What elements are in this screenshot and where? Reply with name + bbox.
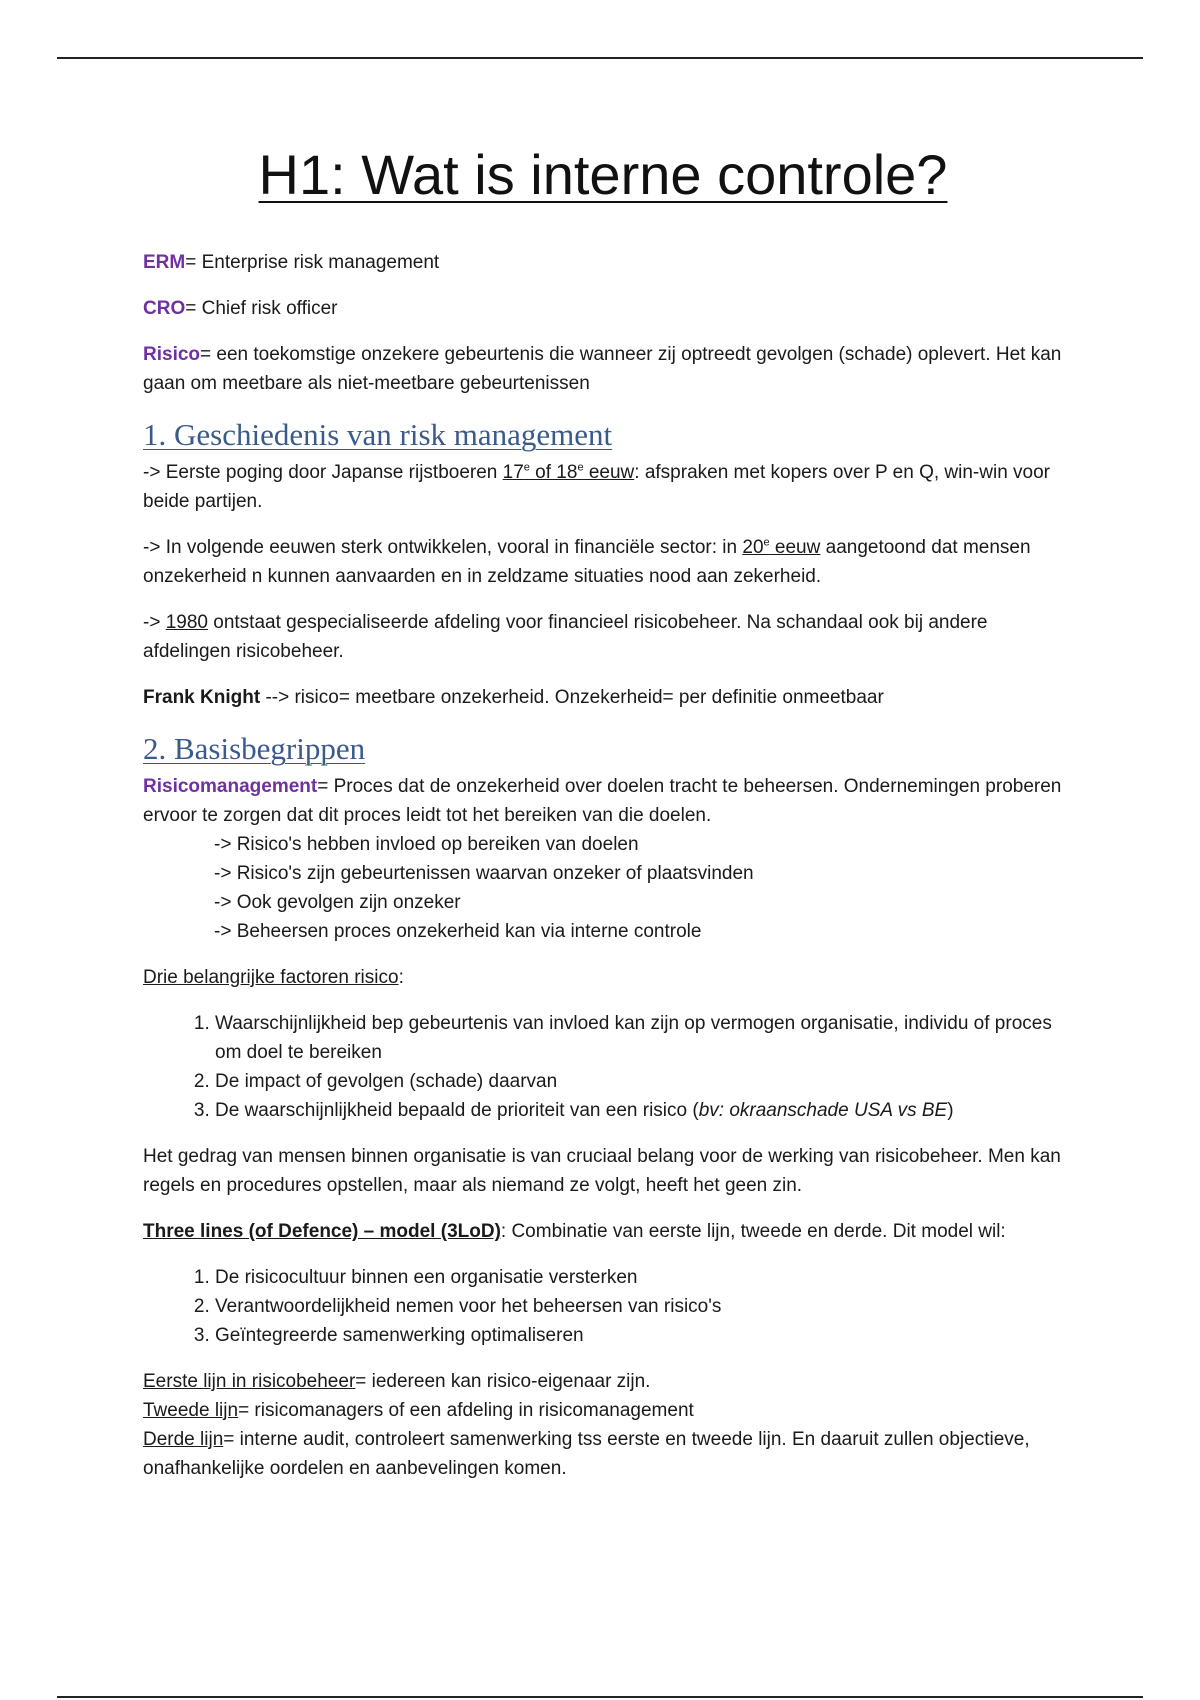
list-item: 1. Waarschijnlijkheid bep gebeurtenis van invloed kan zijn op vermogen organisatie, individu of proces om doel te bereiken [215, 1009, 1063, 1067]
top-rule [57, 57, 1143, 59]
three-lines-intro: Three lines (of Defence) – model (3LoD): Combinatie van eerste lijn, tweede en derde. Dit model wil: [143, 1221, 1006, 1242]
definition-cro [143, 294, 1063, 323]
factors-heading: Drie belangrijke factoren risico: [143, 967, 404, 988]
arrow-list [143, 830, 1063, 946]
definition-text: = een toekomstige onzekere gebeurtenis die wanneer zij optreedt gevolgen (schade) oplevert. Het kan gaan om meetbare als niet-meetbare gebeurtenissen [143, 344, 1062, 394]
page-title: H1: Wat is interne controle? [258, 143, 948, 206]
history-paragraph-3: -> 1980 ontstaat gespecialiseerde afdeling voor financieel risicobeheer. Na schandaal ook bij andere afdelingen risicobeheer. [143, 612, 988, 662]
list-item: 1. De risicocultuur binnen een organisatie versterken [215, 1263, 1063, 1292]
line-term: Derde lijn [143, 1429, 224, 1450]
three-lines-term: Three lines (of Defence) – model (3LoD) [143, 1221, 501, 1242]
list-item: 3. Geïntegreerde samenwerking optimaliseren [215, 1321, 1063, 1350]
definition-erm [143, 248, 1063, 277]
definition-term: CRO [143, 298, 186, 319]
three-lines-list [143, 1263, 1063, 1350]
document-body [143, 140, 1063, 1500]
bottom-rule [57, 1696, 1143, 1698]
section-heading-history: 1. Geschiedenis van risk management [143, 417, 613, 452]
list-item: 2. Verantwoordelijkheid nemen voor het beheersen van risico's [215, 1292, 1063, 1321]
lines-definitions: Eerste lijn in risicobeheer= iedereen kan risico-eigenaar zijn. Tweede lijn= risicomanagers of een afdeling in risicomanagement Derde lijn= interne audit, controleert samenwerking tss eerste en tweede lijn. En daaruit zullen objectieve, onafhankelijke oordelen en aanbevelingen komen. [143, 1371, 1030, 1479]
list-item: -> Risico's zijn gebeurtenissen waarvan onzeker of plaatsvinden [214, 863, 754, 884]
line-term: Tweede lijn [143, 1400, 239, 1421]
list-item: -> Risico's hebben invloed op bereiken van doelen [214, 834, 639, 855]
behavior-paragraph: Het gedrag van mensen binnen organisatie is van cruciaal belang voor de werking van risicobeheer. Men kan regels en procedures opstellen, maar als niemand ze volgt, heeft het geen zin. [143, 1146, 1061, 1196]
section-heading-basics: 2. Basisbegrippen [143, 731, 366, 766]
bold-name: Frank Knight [143, 687, 261, 708]
history-paragraph-4: Frank Knight --> risico= meetbare onzekerheid. Onzekerheid= per definitie onmeetbaar [143, 687, 884, 708]
definition-risicomanagement: Risicomanagement= Proces dat de onzekerheid over doelen tracht te beheersen. Ondernemingen proberen ervoor te zorgen dat dit proces leidt tot het bereiken van die doelen. [143, 776, 1062, 826]
list-item: -> Beheersen proces onzekerheid kan via interne controle [214, 921, 702, 942]
list-item: 2. De impact of gevolgen (schade) daarvan [215, 1067, 1063, 1096]
underlined-century: 20e eeuw [742, 536, 821, 558]
definition-risico [143, 340, 1063, 398]
definition-text: = Enterprise risk management [185, 252, 440, 273]
list-item: 3. De waarschijnlijkheid bepaald de prioriteit van een risico (bv: okraanschade USA vs BE) [215, 1096, 1063, 1125]
line-term: Eerste lijn in risicobeheer [143, 1371, 356, 1392]
factors-list [143, 1009, 1063, 1125]
definition-term: Risico [143, 344, 201, 365]
underlined-century: 17e of 18e eeuw [502, 461, 635, 483]
underlined-year: 1980 [165, 612, 208, 633]
list-item: -> Ook gevolgen zijn onzeker [214, 892, 461, 913]
history-paragraph-1: -> Eerste poging door Japanse rijstboeren 17e of 18e eeuw: afspraken met kopers over P en Q, win-win voor beide partijen. [143, 461, 1050, 512]
definition-term: Risicomanagement [143, 776, 318, 797]
definition-term: ERM [143, 252, 186, 273]
history-paragraph-2: -> In volgende eeuwen sterk ontwikkelen, vooral in financiële sector: in 20e eeuw aangetoond dat mensen onzekerheid n kunnen aanvaarden en in zeldzame situaties nood aan zekerheid. [143, 536, 1031, 587]
definition-text: = Chief risk officer [185, 298, 338, 319]
